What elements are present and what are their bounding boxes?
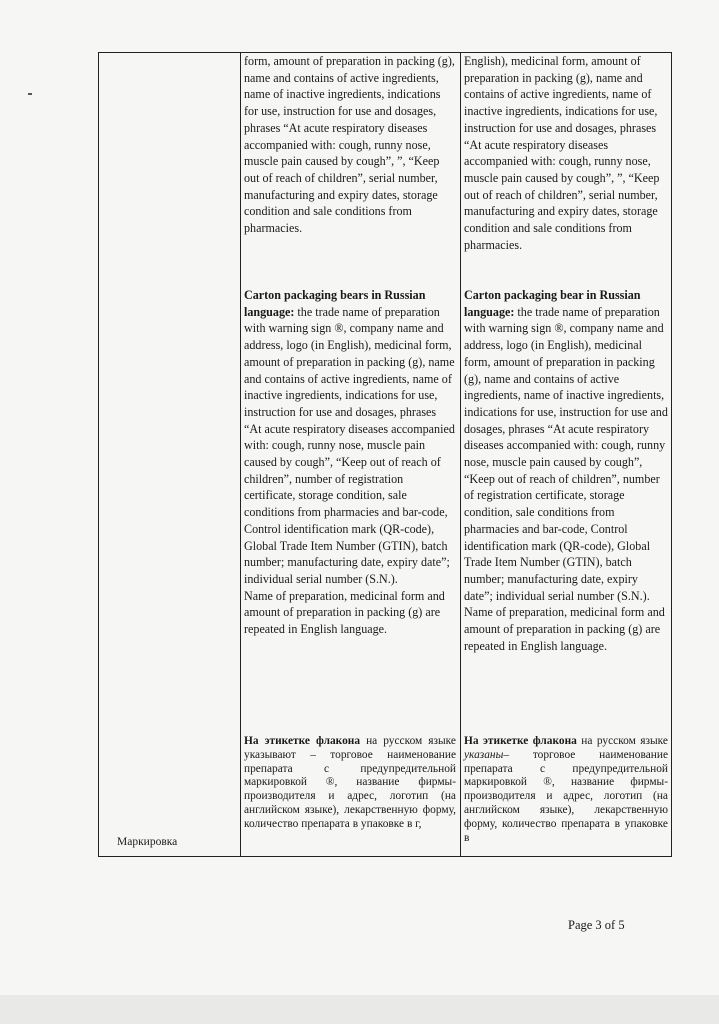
- current-carton-paragraph: [244, 287, 456, 638]
- proposed-carton-text: the trade name of preparation with warning sign ®, company name and address, logo (in English), medicinal form, amount of preparation in packing (g), name and contains of active ingredients, name of inactive ingredients, indications for use, instruction for use and dosages, phrases “At acute respiratory diseases accompanied with: cough, runny nose, muscle pain caused by cough”, “Keep out of reach of children”, number of registration certificate, storage condition, sale conditions from pharmacies and bar-code, Control identification mark (QR-code), Global Trade Item Number (GTIN), batch number; manufacturing date, expiry date”; individual serial number (S.N.).: [464, 304, 668, 603]
- current-ru-heading: На этикетке флакона: [244, 735, 361, 747]
- current-carton-heading: Carton packaging bears in Russian language:: [244, 288, 426, 319]
- page-number: Page 3 of 5: [568, 918, 625, 932]
- current-carton-text: the trade name of preparation with warning sign ®, company name and address, logo (in English), medicinal form, amount of preparation in packing (g), name and contains of active ingredients, name of inactive ingredients, indications for use, instruction for use and dosages, phrases “At acute respiratory diseases accompanied with: cough, runny nose, muscle pain caused by cough”, “Keep out of reach of children”, number of registration certificate, storage condition, sale conditions from pharmacies and bar-code, Control identification mark (QR-code), Global Trade Item Number (GTIN), batch number; manufacturing date, expiry date”; individual serial number (S.N.).: [244, 304, 455, 586]
- scan-bottom-edge: [0, 995, 719, 1024]
- specification-table: [98, 52, 672, 857]
- scan-speck: [28, 93, 32, 95]
- proposed-text-column: [461, 53, 672, 857]
- proposed-ru-mid: на русском языке: [576, 735, 668, 747]
- proposed-intro-paragraph: English), medicinal form, amount of preparation in packing (g), name and contains of active ingredients, name of inactive ingredients, indications for use, instruction for use and dosages, phrases “At acute respiratory diseases accompanied with: cough, runny nose, muscle pain caused by cough”, ”, “Keep out of reach of children”, serial number, manufacturing and expiry dates, storage condition and sale conditions from pharmacies.: [464, 54, 660, 252]
- current-intro-paragraph: form, amount of preparation in packing (g), name and contains of active ingredients, name of inactive ingredients, indications for use, instruction for use and dosages, phrases “At acute respiratory diseases accompanied with: cough, runny nose, muscle pain caused by cough”, ”, “Keep out of reach of children”, serial number, manufacturing and expiry dates, storage condition and sale conditions from pharmacies.: [244, 54, 455, 236]
- current-ru-text: на русском языке указывают – торговое наименование препарата с предупредительной маркировкой ®, название фирмы-производителя и адрес, логотип (на английском языке), лекарственную форму, количество препарата в упаковке в г,: [244, 735, 456, 830]
- proposed-ru-text: – торговое наименование препарата с предупредительной маркировкой ®, название фирмы-производителя и адрес, логотип (на английском языке), лекарственную форму, количество препарата в упаковке в: [464, 748, 668, 844]
- current-russian-paragraph: [244, 735, 456, 832]
- current-text-column: [241, 53, 461, 857]
- proposed-ru-heading: На этикетке флакона: [464, 735, 577, 747]
- proposed-russian-paragraph: [464, 735, 668, 845]
- current-carton-repeat: Name of preparation, medicinal form and amount of preparation in packing (g) are repeated in English language.: [244, 588, 445, 637]
- label-column: [99, 53, 241, 857]
- proposed-carton-heading: Carton packaging bear in Russian language:: [464, 288, 641, 319]
- proposed-carton-paragraph: [464, 287, 668, 654]
- proposed-carton-repeat: Name of preparation, medicinal form and amount of preparation in packing (g) are repeated in English language.: [464, 605, 665, 653]
- table-row: [99, 53, 672, 857]
- row-label: Маркировка: [117, 836, 178, 848]
- proposed-ru-italic: указаны: [464, 748, 504, 761]
